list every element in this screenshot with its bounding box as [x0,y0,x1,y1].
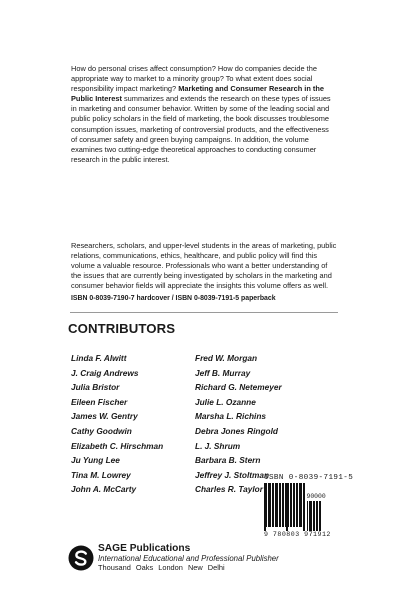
contributor-name: L. J. Shrum [195,440,241,451]
barcode-bar [320,501,321,531]
barcode-bar [266,483,267,527]
price-code-number: 90000 [306,493,326,500]
book-title: Marketing and Consumer Research in the Public Interest [71,84,325,104]
contributor-name: Barbara B. Stern [195,455,261,466]
contributor-name: Julie L. Ozanne [195,396,256,407]
barcode-bar [297,483,298,527]
barcode-bar [299,483,300,527]
contributor-name: Richard G. Netemeyer [195,382,282,393]
barcode-block [264,474,354,538]
description-summary: summarizes and extends the research on these types of issues in marketing and consumer behavior. Written by some of the leading social and public policy scholars in the field of marketing, the book discusses troublesome consumption issues, marketing of controversial products, and the effectiveness of consumer safety and green buying campaigns. In addition, the volume examines two cutting-edge theoretical approaches to conducting consumer research in the public interest. [71,94,331,164]
barcode-bar [304,483,305,531]
contributor-name: Linda F. Alwitt [71,353,127,363]
contributor-name: Debra Jones Ringold [195,425,278,436]
contributor-name: Tina M. Lowrey [71,469,131,480]
barcode-bar [288,483,289,527]
price-barcode [307,501,322,531]
publisher-name: SAGE Publications [98,543,191,554]
contributor-name: James W. Gentry [71,411,138,422]
price-code-block [307,493,326,531]
publisher-block [68,543,279,572]
barcode-bar [291,483,292,527]
sage-logo-icon [68,545,94,571]
divider-rule [70,312,338,313]
description-intro: How do personal crises affect consumption? How do companies decide the appropriate way to market to a minority group? To what extent does social responsibility impact marketing? [71,64,317,94]
contributor-name: John A. McCarty [71,484,137,495]
publisher-text [98,543,279,572]
publisher-tagline: International Educational and Professional Publisher [98,554,279,563]
ean-digits: 9 780803 971912 [264,531,331,538]
barcode-row [264,483,338,531]
barcode-bar [293,483,294,527]
barcode-bar [268,483,269,527]
description-paragraph-2: Researchers, scholars, and upper-level students in the areas of marketing, public relations, communications, ethics, healthcare, and public policy will find this volume a valuable resource. Professionals who want a better understanding of the issues that are currently being investigated by scholars in the marketing and consumer behavior fields will appreciate the insights this volume offers as well. [71,241,337,291]
barcode-bar [283,483,284,527]
isbn-line: ISBN 0-8039-7190-7 hardcover / ISBN 0-8039-7191-5 paperback [71,295,276,302]
contributors-heading: CONTRIBUTORS [68,321,176,336]
contributor-name: Charles R. Taylor [195,484,263,495]
contributor-name: Marsha L. Richins [195,411,267,422]
contributor-name: Eileen Fischer [71,396,128,407]
contributor-name: Fred W. Morgan [195,353,258,363]
contributors-left-column [71,351,163,497]
barcode-bar [290,483,291,527]
barcode-isbn-text: ISBN 0-8039-7191-5 [264,474,354,482]
contributor-name: Elizabeth C. Hirschman [71,440,164,451]
contributor-name: Ju Yung Lee [71,455,120,466]
publisher-locations: Thousand Oaks London New Delhi [98,563,225,572]
ean-barcode [264,483,305,531]
barcode-bar [280,483,281,527]
contributor-name: Jeffrey J. Stoltman [195,469,270,480]
barcode-bar [294,483,295,527]
contributor-name: Julia Bristor [71,382,120,393]
description-paragraph-1 [71,64,337,165]
contributor-name: Jeff B. Murray [195,367,251,378]
contributor-name: Cathy Goodwin [71,425,132,436]
contributor-name: J. Craig Andrews [71,367,139,378]
barcode-bar [307,501,308,531]
